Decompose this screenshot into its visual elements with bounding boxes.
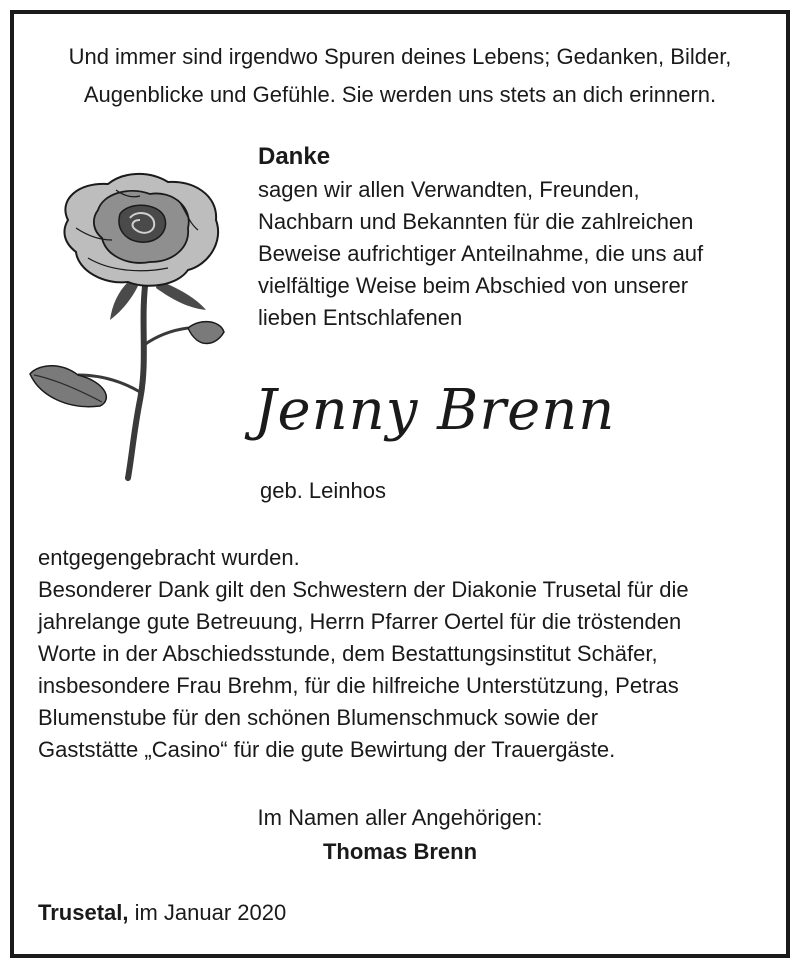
body-line: entgegengebracht wurden. bbox=[38, 545, 300, 570]
thanks-line: vielfältige Weise beim Abschied von unserer bbox=[258, 273, 689, 298]
thanks-line: lieben Entschlafenen bbox=[258, 305, 463, 330]
body-line: insbesondere Frau Brehm, für die hilfreiche Unterstützung, Petras bbox=[38, 673, 679, 698]
rose-sepal bbox=[110, 282, 138, 320]
body-line: Besonderer Dank gilt den Schwestern der Diakonie Trusetal für die bbox=[38, 577, 689, 602]
body-line: Gaststätte „Casino“ für die gute Bewirtung der Trauergäste. bbox=[38, 737, 616, 762]
place: Trusetal, bbox=[38, 900, 129, 925]
date: im Januar 2020 bbox=[128, 900, 287, 925]
rose-branch bbox=[144, 328, 188, 345]
body-line: Blumenstube für den schönen Blumenschmuck sowie der bbox=[38, 705, 599, 730]
quote-line: Und immer sind irgendwo Spuren deines Lebens; Gedanken, Bilder, bbox=[68, 44, 732, 69]
rose-leaf bbox=[188, 322, 224, 344]
birth-name: geb. Leinhos bbox=[260, 478, 386, 503]
body-line: Worte in der Abschiedsstunde, dem Bestattungsinstitut Schäfer, bbox=[38, 641, 658, 666]
quote-line: Augenblicke und Gefühle. Sie werden uns stets an dich erinnern. bbox=[83, 82, 717, 107]
thanks-heading: Danke bbox=[258, 143, 331, 170]
acknowledgement-text bbox=[38, 542, 768, 766]
thanks-line: Beweise aufrichtiger Anteilnahme, die uns auf bbox=[258, 241, 704, 266]
thanks-text bbox=[258, 174, 778, 334]
rose-stem bbox=[128, 278, 146, 478]
memorial-quote bbox=[20, 38, 780, 114]
place-date bbox=[38, 897, 286, 929]
thanks-line: sagen wir allen Verwandten, Freunden, bbox=[258, 177, 640, 202]
signature-name: Thomas Brenn bbox=[322, 839, 478, 864]
rose-center bbox=[119, 205, 166, 242]
thanks-line: Nachbarn und Bekannten für die zahlreichen bbox=[258, 209, 694, 234]
rose-illustration bbox=[28, 170, 228, 482]
deceased-name: Jenny Brenn bbox=[254, 378, 616, 443]
signature-intro: Im Namen aller Angehörigen: bbox=[257, 805, 543, 830]
body-line: jahrelange gute Betreuung, Herrn Pfarrer Oertel für die tröstenden bbox=[38, 609, 682, 634]
